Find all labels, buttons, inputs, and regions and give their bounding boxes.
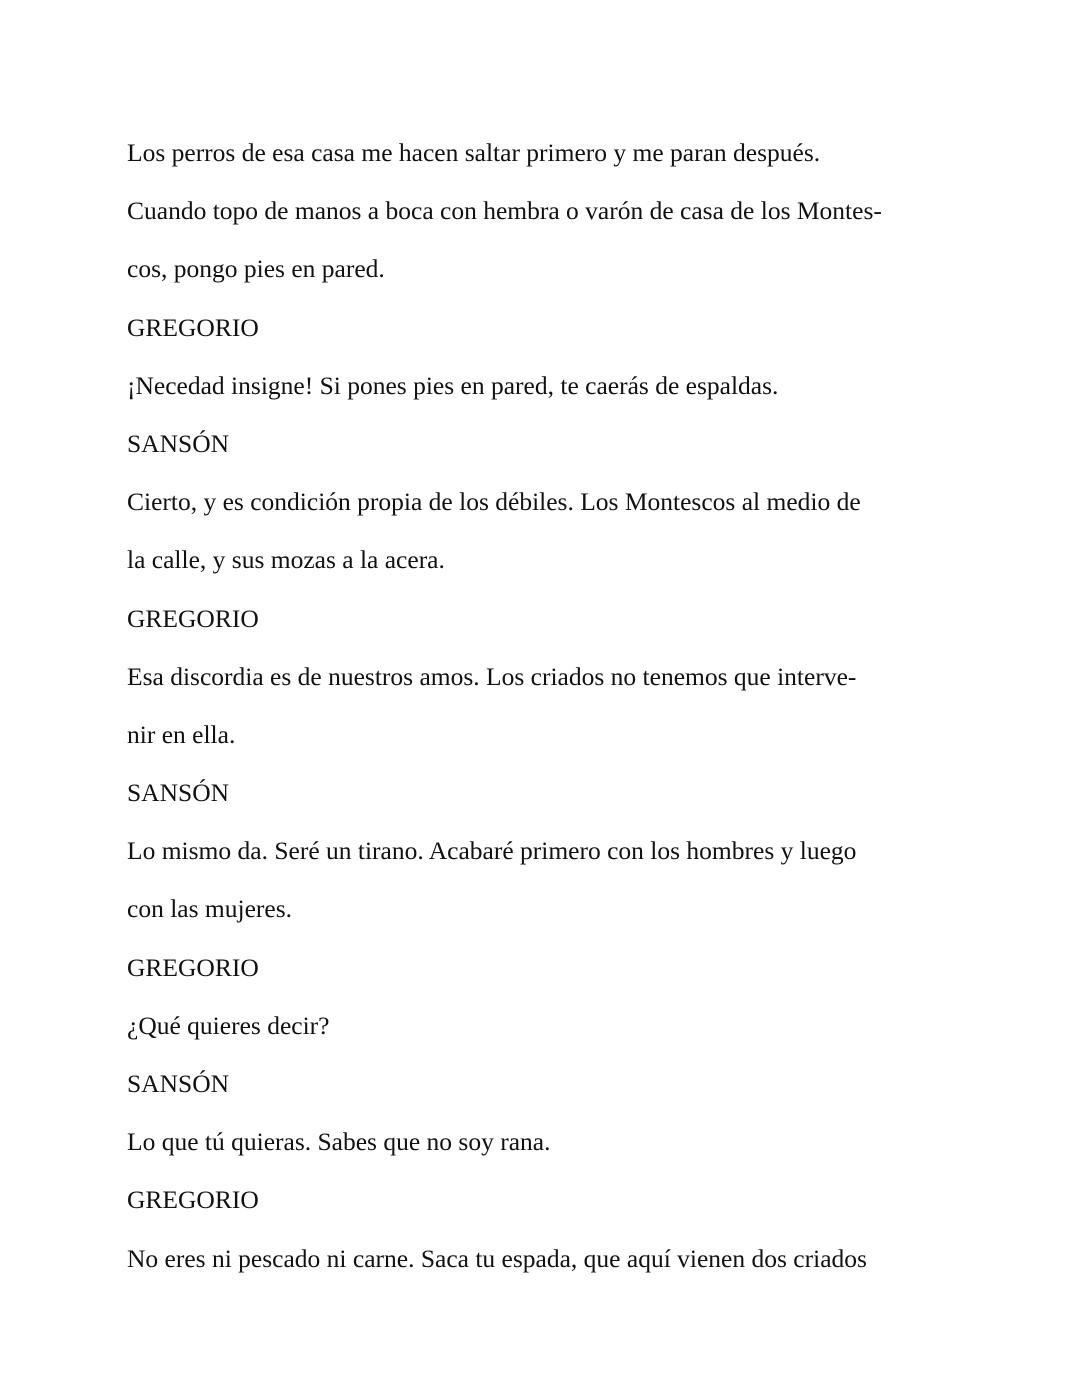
speaker-name: GREGORIO [127, 952, 259, 982]
play-script-text [127, 124, 927, 1288]
dialogue-line: Esa discordia es de nuestros amos. Los criados no tenemos que interve- [127, 661, 857, 691]
dialogue-line: con las mujeres. [127, 894, 292, 924]
dialogue-line: ¿Qué quieres decir? [127, 1010, 330, 1040]
speaker-name: GREGORIO [127, 603, 259, 633]
dialogue-line: Cierto, y es condición propia de los débiles. Los Montescos al medio de [127, 487, 861, 517]
speaker-name: SANSÓN [127, 778, 230, 808]
speaker-name: GREGORIO [127, 1185, 259, 1215]
dialogue-line: la calle, y sus mozas a la acera. [127, 545, 445, 575]
dialogue-line: cos, pongo pies en pared. [127, 254, 385, 284]
speaker-name: SANSÓN [127, 1069, 230, 1098]
dialogue-line: Los perros de esa casa me hacen saltar primero y me paran después. [127, 138, 821, 167]
dialogue-line: ¡Necedad insigne! Si pones pies en pared, te caerás de espaldas. [127, 370, 779, 400]
dialogue-line: Lo mismo da. Seré un tirano. Acabaré primero con los hombres y luego [127, 836, 857, 866]
dialogue-line: Lo que tú quieras. Sabes que no soy rana. [127, 1127, 551, 1157]
speaker-name: SANSÓN [127, 428, 230, 458]
speaker-name: GREGORIO [127, 312, 259, 342]
dialogue-line: Cuando topo de manos a boca con hembra o varón de casa de los Montes- [127, 196, 882, 226]
dialogue-line: nir en ella. [127, 719, 236, 749]
dialogue-line: No eres ni pescado ni carne. Saca tu espada, que aquí vienen dos criados [127, 1243, 867, 1273]
